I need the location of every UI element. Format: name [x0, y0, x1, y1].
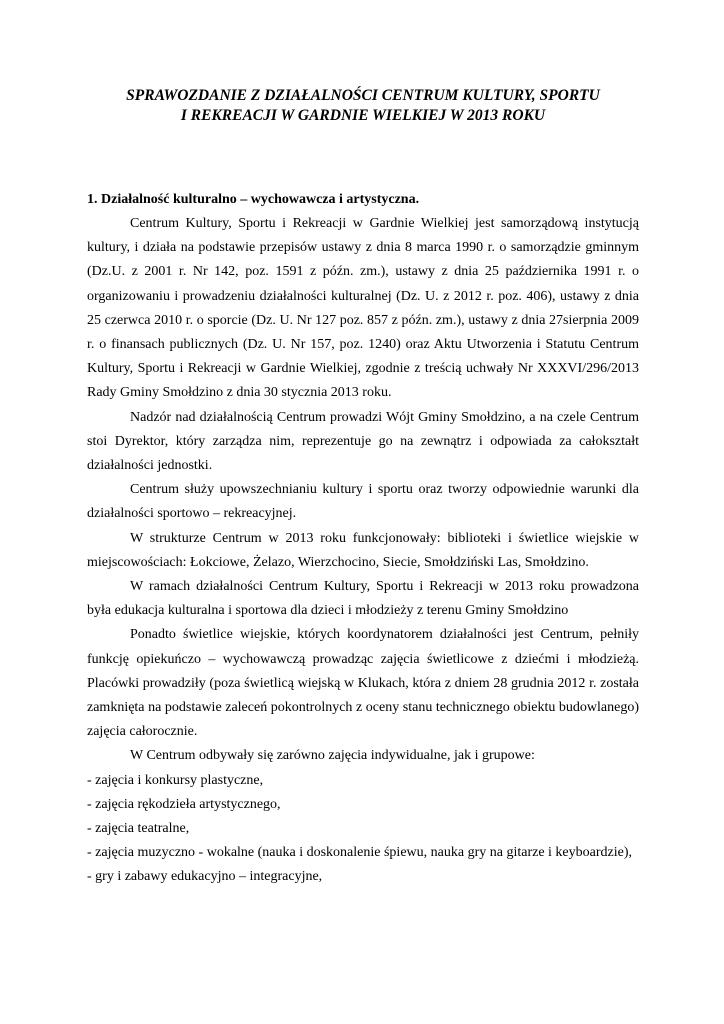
paragraph-purpose: Centrum służy upowszechnianiu kultury i sportu oraz tworzy odpowiednie warunki dla działalności sportowo – rekreacyjnej. [87, 482, 639, 522]
paragraph-legal-basis: Centrum Kultury, Sportu i Rekreacji w Gardnie Wielkiej jest samorządową instytucją kultury, i działa na podstawie przepisów ustawy z dnia 8 marca 1990 r. o samorządzie gminnym (Dz.U. z 2001 r. Nr 142, poz. 1591 z późn. zm.), ustawy z dnia 25 października 1991 r. o organizowaniu i prowadzeniu działalności kulturalnej (Dz. U. z 2012 r. poz. 406), ustawy z dnia 25 czerwca 2010 r. o sporcie (Dz. U. Nr 127 poz. 857 z późn. zm.), ustawy z dnia 27sierpnia 2009 r. o finansach publicznych (Dz. U. Nr 157, poz. 1240) oraz Aktu Utworzenia i Statutu Centrum Kultury, Sportu i Rekreacji w Gardnie Wielkiej, zgodnie z treścią uchwały Nr XXXVI/296/2013 Rady Gminy Smołdzino z dnia 30 stycznia 2013 roku. [87, 216, 639, 401]
list-item: - zajęcia teatralne, [87, 821, 190, 837]
paragraph-structure: W strukturze Centrum w 2013 roku funkcjonowały: biblioteki i świetlice wiejskie w miejscowościach: Łokciowe, Żelazo, Wierzchocino, Siecie, Smołdziński Las, Smołdzino. [87, 530, 639, 570]
list-item: - zajęcia i konkursy plastyczne, [87, 772, 264, 788]
list-item: - zajęcia rękodzieła artystycznego, [87, 796, 281, 812]
document-title [87, 86, 639, 126]
paragraph-education: W ramach działalności Centrum Kultury, Sportu i Rekreacji w 2013 roku prowadzona była edukacja kulturalna i sportowa dla dzieci i młodzieży z terenu Gminy Smołdzino [87, 579, 639, 619]
list-item: - gry i zabawy edukacyjno – integracyjne, [87, 869, 323, 885]
list-item: - zajęcia muzyczno - wokalne (nauka i doskonalenie śpiewu, nauka gry na gitarze i keyboardzie), [87, 845, 632, 861]
section-heading: 1. Działalność kulturalno – wychowawcza i artystyczna. [87, 192, 420, 207]
paragraph-supervision: Nadzór nad działalnością Centrum prowadzi Wójt Gminy Smołdzino, a na czele Centrum stoi Dyrektor, który zarządza nim, reprezentuje go na zewnątrz i odpowiada za całokształt działalności jednostki. [87, 409, 639, 474]
title-line-1: SPRAWOZDANIE Z DZIAŁALNOŚCI CENTRUM KULTURY, SPORTU [126, 87, 600, 104]
title-line-2: I REKREACJI W GARDNIE WIELKIEJ W 2013 ROKU [180, 107, 546, 124]
paragraph-community-centres: Ponadto świetlice wiejskie, których koordynatorem działalności jest Centrum, pełniły funkcję opiekuńczo – wychowawczą prowadząc zajęcia świetlicowe z dziećmi i młodzieżą. Placówki prowadziły (poza świetlicą wiejską w Klukach, która z dniem 28 grudnia 2012 r. została zamknięta na podstawie zaleceń pokontrolnych z oceny stanu technicznego obiektu budowlanego) zajęcia całorocznie. [87, 627, 639, 740]
paragraph-activities-intro: W Centrum odbywały się zarówno zajęcia indywidualne, jak i grupowe: [130, 748, 535, 764]
document-page [87, 86, 639, 890]
